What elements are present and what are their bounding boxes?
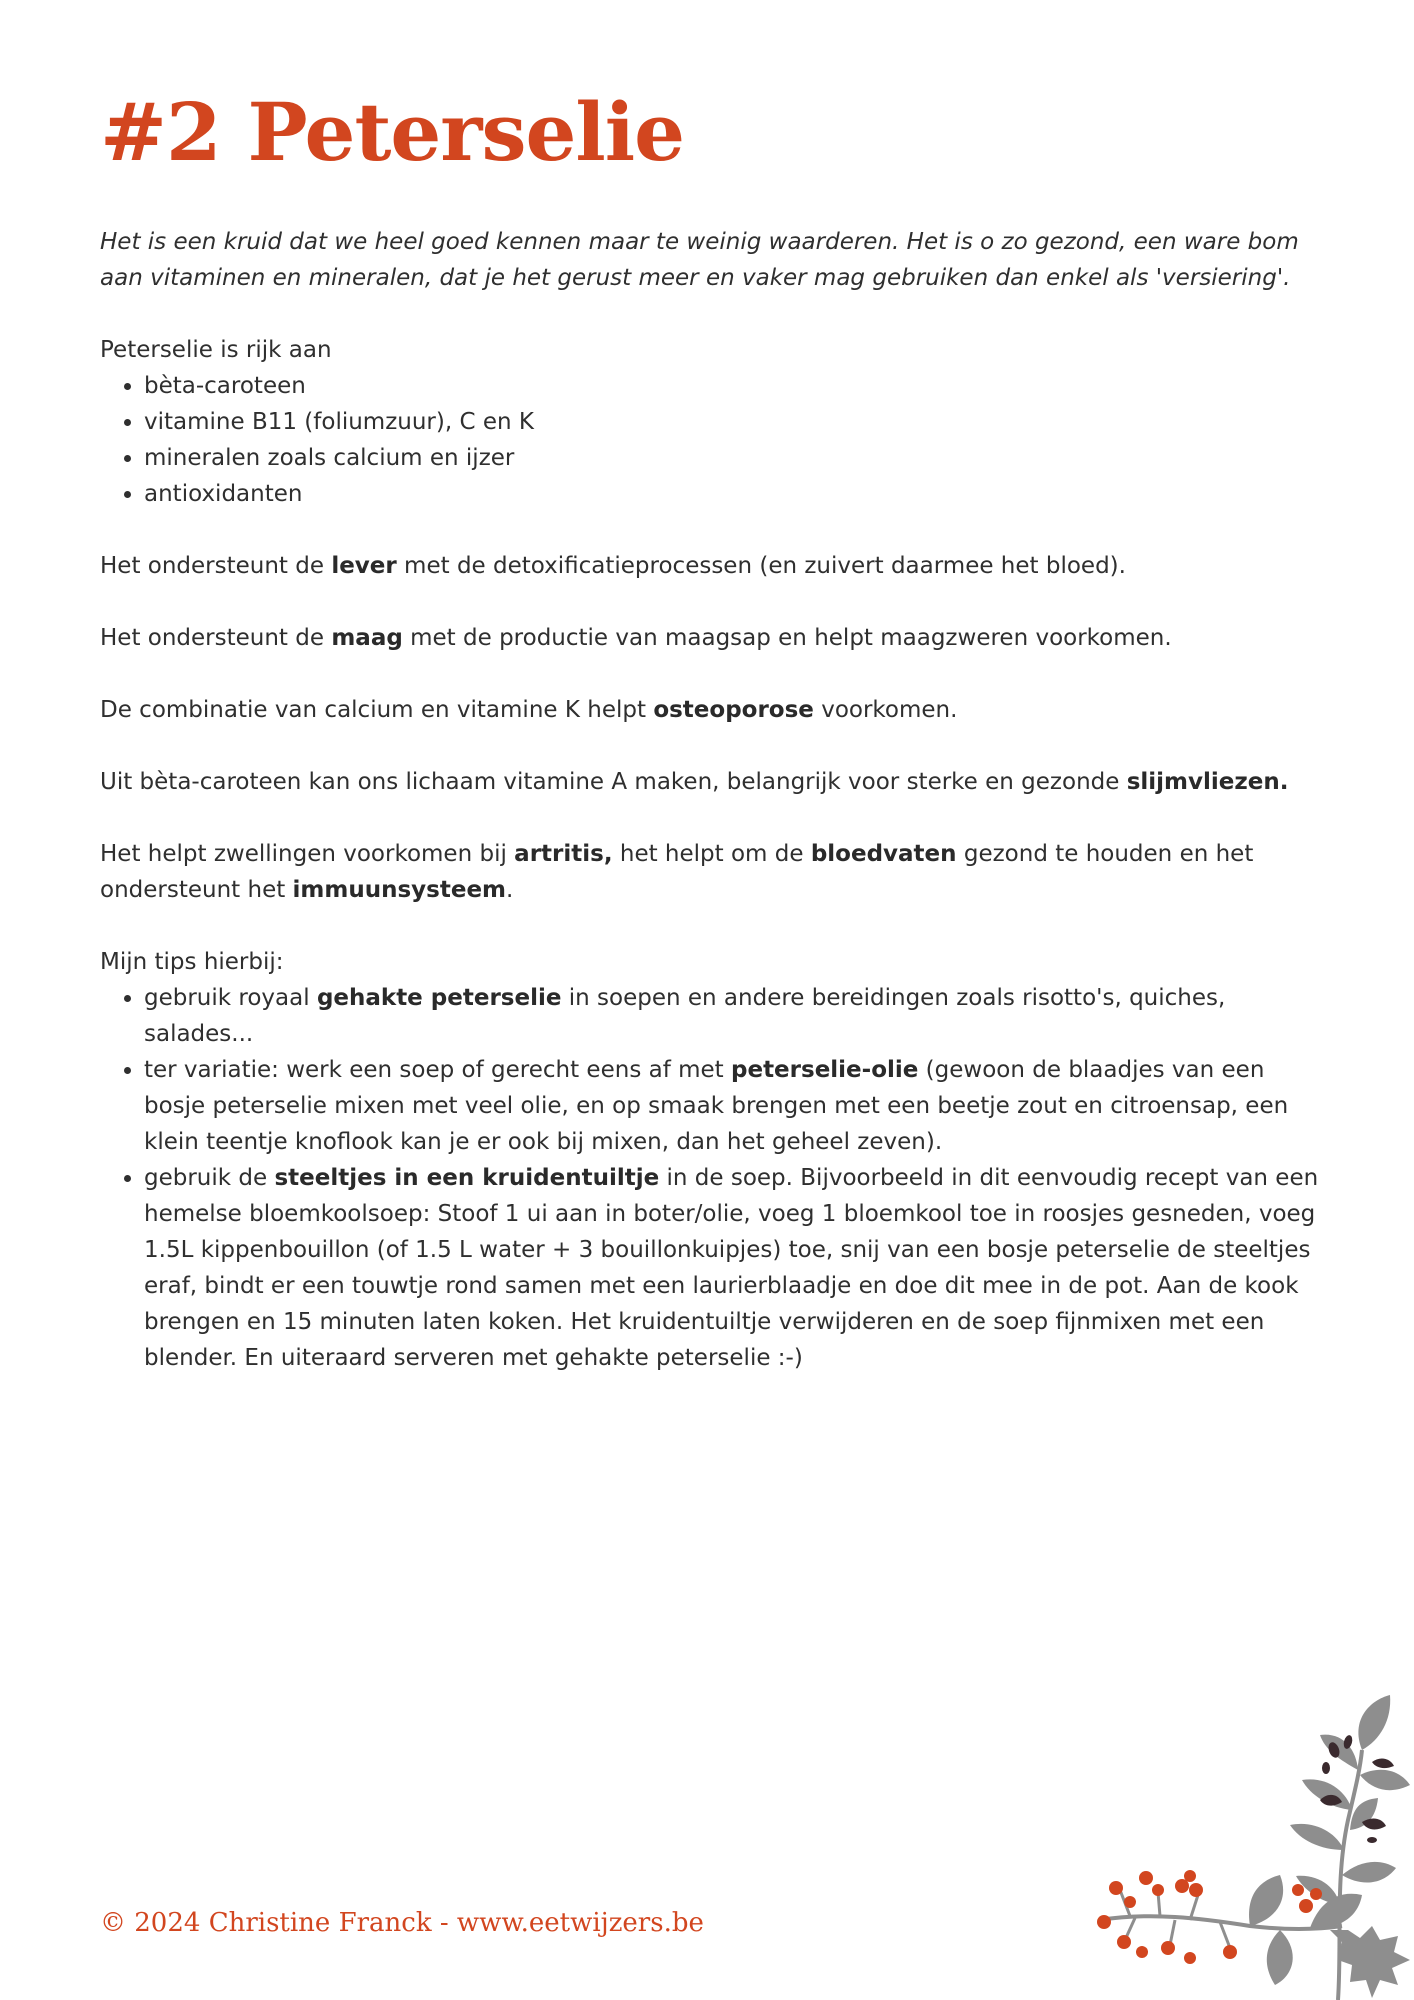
footer-copyright: © 2024 Christine Franck - www.eetwijzers.be [100,1908,704,1938]
slijmvliezen-paragraph: Uit bèta-caroteen kan ons lichaam vitamine A maken, belangrijk voor sterke en gezonde slijmvliezen. [100,769,1289,795]
list-item: • antioxidanten [144,476,1330,512]
artritis-paragraph: Het helpt zwellingen voorkomen bij artritis, het helpt om de bloedvaten gezond te houden en het ondersteunt het immuunsysteem. [100,841,1254,903]
tip-item: • ter variatie: werk een soep of gerecht eens af met peterselie-olie (gewoon de blaadjes van een bosje peterselie mixen met veel olie, en op smaak brengen met een beetje zout en citroensap, een klein teentje knoflook kan je er ook bij mixen, dan het geheel zeven). [144,1052,1330,1160]
tips-list [100,980,1330,1376]
page-title: #2 Peterselie [100,85,685,179]
rich-heading: Peterselie is rijk aan [100,337,332,363]
tips-heading: Mijn tips hierbij: [100,949,284,975]
tip-item: • gebruik royaal gehakte peterselie in soepen en andere bereidingen zoals risotto's, quiches, salades... [144,980,1330,1052]
tip-item: • gebruik de steeltjes in een kruidentuiltje in de soep. Bijvoorbeeld in dit eenvoudig recept van een hemelse bloemkoolsoep: Stoof 1 ui aan in boter/olie, voeg 1 bloemkool toe in roosjes gesneden, voeg 1.5L kippenbouillon (of 1.5 L water + 3 bouillonkuipjes) toe, snij van een bosje peterselie de steeltjes eraf, bindt er een touwtje rond samen met een laurierblaadje en doe dit mee in de pot. Aan de kook brengen en 15 minuten laten koken. Het kruidentuiltje verwijderen en de soep fijnmixen met een blender. En uiteraard serveren met gehakte peterselie :-) [144,1160,1330,1376]
article-body [100,224,1330,1412]
osteoporose-paragraph: De combinatie van calcium en vitamine K helpt osteoporose voorkomen. [100,697,958,723]
nutrient-list [100,368,1330,512]
holly-branch-icon [1080,1690,1414,2000]
list-item: • mineralen zoals calcium en ijzer [144,440,1330,476]
list-item: • vitamine B11 (foliumzuur), C en K [144,404,1330,440]
intro-paragraph: Het is een kruid dat we heel goed kennen maar te weinig waarderen. Het is o zo gezond, een ware bom aan vitaminen en mineralen, dat je het gerust meer en vaker mag gebruiken dan enkel als 'versiering'. [100,229,1299,291]
lever-paragraph: Het ondersteunt de lever met de detoxificatieprocessen (en zuivert daarmee het bloed). [100,553,1126,579]
list-item: • bèta-caroteen [144,368,1330,404]
maag-paragraph: Het ondersteunt de maag met de productie van maagsap en helpt maagzweren voorkomen. [100,625,1172,651]
